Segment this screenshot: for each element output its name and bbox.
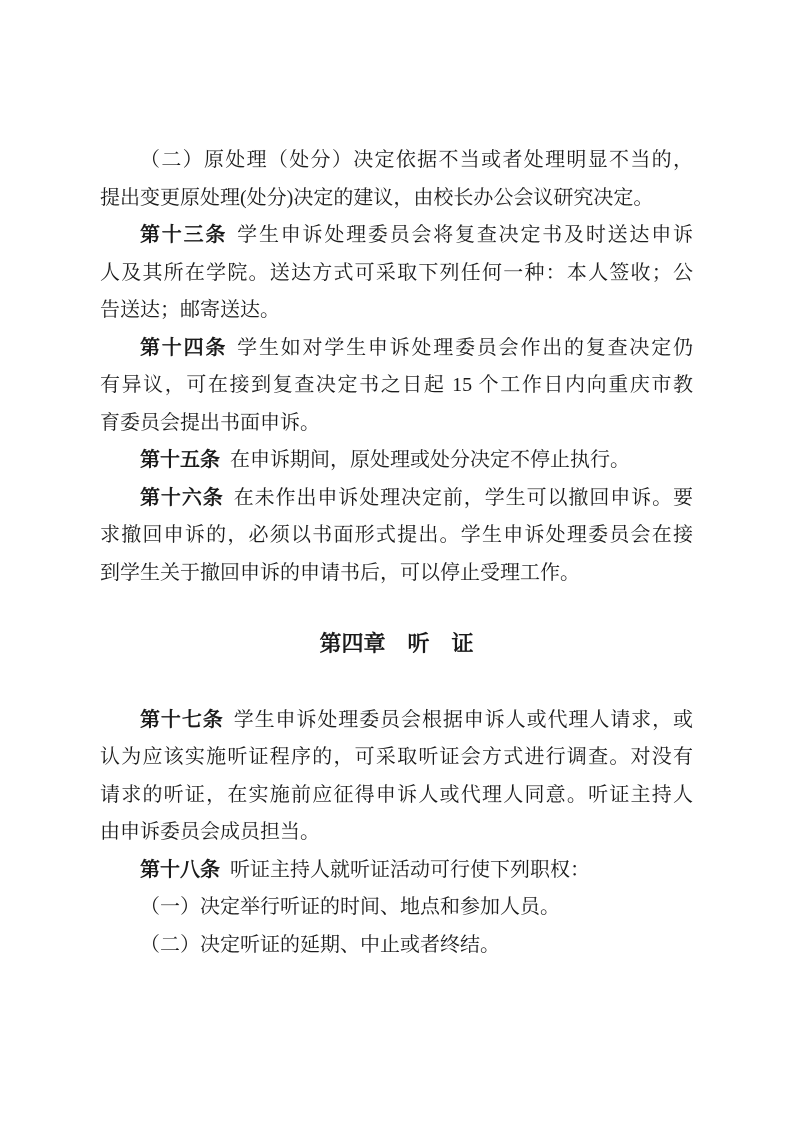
text-line xyxy=(100,180,693,218)
chapter-heading: 第四章 听 证 xyxy=(319,631,474,656)
paragraph xyxy=(100,480,693,593)
line-text: 请求的听证，在实施前应征得申诉人或代理人同意。听证主持人 xyxy=(100,783,693,806)
text-line xyxy=(100,367,693,405)
text-line xyxy=(100,405,693,443)
document-content xyxy=(100,142,693,964)
line-text: 在申诉期间，原处理或处分决定不停止执行。 xyxy=(230,449,630,471)
text-line xyxy=(100,739,693,777)
text-line xyxy=(100,927,693,965)
paragraph xyxy=(100,852,693,890)
text-line xyxy=(100,480,693,518)
line-text: 由申诉委员会成员担当。 xyxy=(100,821,320,843)
text-line xyxy=(100,442,693,480)
line-text: 告送达；邮寄送达。 xyxy=(100,299,280,321)
line-text: （一）决定举行听证的时间、地点和参加人员。 xyxy=(140,896,560,918)
text-line xyxy=(100,292,693,330)
text-line xyxy=(100,255,693,293)
line-text: 有异议，可在接到复查决定书之日起 15 个工作日内向重庆市教 xyxy=(100,374,693,396)
text-line xyxy=(100,217,693,255)
article-number: 第十七条 xyxy=(140,708,224,731)
line-text: 学生如对学生申诉处理委员会作出的复查决定仍 xyxy=(237,336,694,359)
line-text: 到学生关于撤回申诉的申请书后，可以停止受理工作。 xyxy=(100,561,580,584)
paragraph xyxy=(100,442,693,480)
article-number: 第十三条 xyxy=(140,224,228,246)
line-text: 人及其所在学院。送达方式可采取下列任何一种：本人签收；公 xyxy=(100,261,693,284)
article-number: 第十四条 xyxy=(140,336,228,359)
line-text: 提出变更原处理(处分)决定的建议，由校长办公会议研究决定。 xyxy=(100,186,654,209)
line-text: 求撤回申诉的，必须以书面形式提出。学生申诉处理委员会在接 xyxy=(100,524,693,546)
line-text: 在未作出申诉处理决定前，学生可以撤回申诉。要 xyxy=(233,486,694,509)
line-text: 认为应该实施听证程序的，可采取听证会方式进行调查。对没有 xyxy=(100,746,693,768)
text-line xyxy=(100,517,693,555)
paragraph xyxy=(100,330,693,443)
article-number: 第十五条 xyxy=(140,449,220,471)
text-line xyxy=(100,142,693,180)
line-text: 育委员会提出书面申诉。 xyxy=(100,411,320,434)
line-text: 听证主持人就听证活动可行使下列职权： xyxy=(230,858,590,881)
text-line xyxy=(100,777,693,815)
text-line xyxy=(100,330,693,368)
paragraph xyxy=(100,142,693,217)
paragraph xyxy=(100,217,693,330)
article-number: 第十六条 xyxy=(140,486,224,509)
paragraph xyxy=(100,702,693,852)
text-line xyxy=(100,852,693,890)
line-text: 学生申诉处理委员会根据申诉人或代理人请求，或 xyxy=(233,708,694,731)
text-line xyxy=(100,702,693,740)
line-text: （二）原处理（处分）决定依据不当或者处理明显不当的， xyxy=(140,149,693,171)
line-text: （二）决定听证的延期、中止或者终结。 xyxy=(140,933,500,956)
text-line xyxy=(100,889,693,927)
text-line xyxy=(100,814,693,852)
paragraph xyxy=(100,889,693,927)
line-text: 学生申诉处理委员会将复查决定书及时送达申诉 xyxy=(237,224,694,246)
paragraph xyxy=(100,927,693,965)
article-number: 第十八条 xyxy=(140,858,220,881)
text-line xyxy=(100,555,693,593)
